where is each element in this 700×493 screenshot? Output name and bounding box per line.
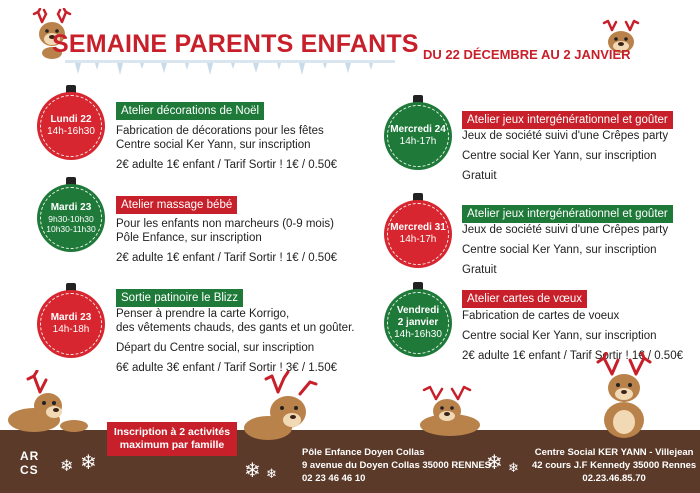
event-title: Atelier décorations de Noël [116, 102, 264, 120]
event-time: 14h-18h [52, 324, 90, 335]
event-title: Atelier jeux intergénérationnel et goûter [462, 205, 673, 223]
registration-note: Inscription à 2 activités maximum par famille [107, 422, 237, 456]
ornament-icon [384, 193, 452, 269]
ornament-icon [384, 95, 452, 171]
snowflake-icon: ❄ [266, 466, 277, 481]
icicles-icon [65, 60, 395, 76]
reindeer-icon [414, 383, 486, 439]
event-day: Mardi 23 [50, 312, 92, 323]
pole-enfance-address: Pôle Enfance Doyen Collas 9 avenue du Doyen Collas 35000 RENNES 02 23 46 46 10 [302, 447, 492, 484]
event-day: Vendredi [396, 305, 440, 316]
snowflake-icon: ❄ [80, 452, 97, 474]
event-description: Jeux de société suivi d'une Crêpes party Centre social Ker Yann, sur inscription Gratuit [462, 224, 669, 276]
event-time: 14h-16h30 [47, 126, 95, 137]
event-description: Penser à prendre la carte Korrigo, des vêtements chauds, des gants et un goûter. Départ du Centre social, sur inscription 6€ adulte 3€ enfant / Tarif Sortir ! 3€ / 1.50€ [116, 308, 355, 374]
reindeer-icon [4, 370, 99, 440]
ornament-icon [37, 283, 105, 359]
event-description: Fabrication de décorations pour les fêtes Centre social Ker Yann, sur inscription 2€ adulte 1€ enfant / Tarif Sortir ! 1€ / 0.50€ [116, 125, 337, 171]
ornament-icon [37, 85, 105, 161]
event-title: Atelier cartes de vœux [462, 290, 587, 308]
event-time: 10h30-11h30 [46, 224, 96, 234]
page-title: SEMAINE PARENTS ENFANTS [52, 30, 419, 58]
event-day: 2 janvier [397, 317, 439, 328]
ornament-icon [384, 282, 452, 358]
event-time: 14h-17h [399, 136, 437, 147]
snowflake-icon: ❄ [60, 458, 74, 475]
arcs-logo: AR CS [20, 449, 40, 477]
snowflake-icon: ❄ [486, 452, 503, 474]
event-time: 14h-17h [399, 234, 437, 245]
ornament-icon [37, 177, 105, 253]
event-title: Atelier jeux intergénérationnel et goûter [462, 111, 673, 129]
event-day: Mercredi 31 [390, 222, 446, 233]
event-day: Mercredi 24 [390, 124, 446, 135]
event-description: Fabrication de cartes de voeux Centre social Ker Yann, sur inscription 2€ adulte 1€ enfant / Tarif Sortir ! 1€ / 0.50€ [462, 310, 683, 362]
event-description: Pour les enfants non marcheurs (0-9 mois) Pôle Enfance, sur inscription 2€ adulte 1€ enfant / Tarif Sortir ! 1€ / 0.50€ [116, 218, 337, 264]
event-time: 9h30-10h30 [48, 214, 94, 224]
snowflake-icon: ❄ [508, 460, 519, 475]
event-day: Lundi 22 [50, 114, 92, 125]
event-title: Sortie patinoire le Blizz [116, 289, 243, 307]
event-time: 14h-16h30 [394, 329, 442, 340]
event-description: Jeux de société suivi d'une Crêpes party Centre social Ker Yann, sur inscription Gratuit [462, 130, 669, 182]
event-title: Atelier massage bébé [116, 196, 237, 214]
page-subtitle-dates: DU 22 DÉCEMBRE AU 2 JANVIER [423, 47, 631, 62]
centre-social-address: Centre Social KER YANN - Villejean 42 cours J.F Kennedy 35000 Rennes 02.23.46.85.70 [532, 447, 697, 484]
reindeer-icon [238, 368, 328, 446]
event-day: Mardi 23 [50, 202, 92, 213]
reindeer-icon [586, 352, 662, 442]
snowflake-icon: ❄ [244, 460, 261, 482]
